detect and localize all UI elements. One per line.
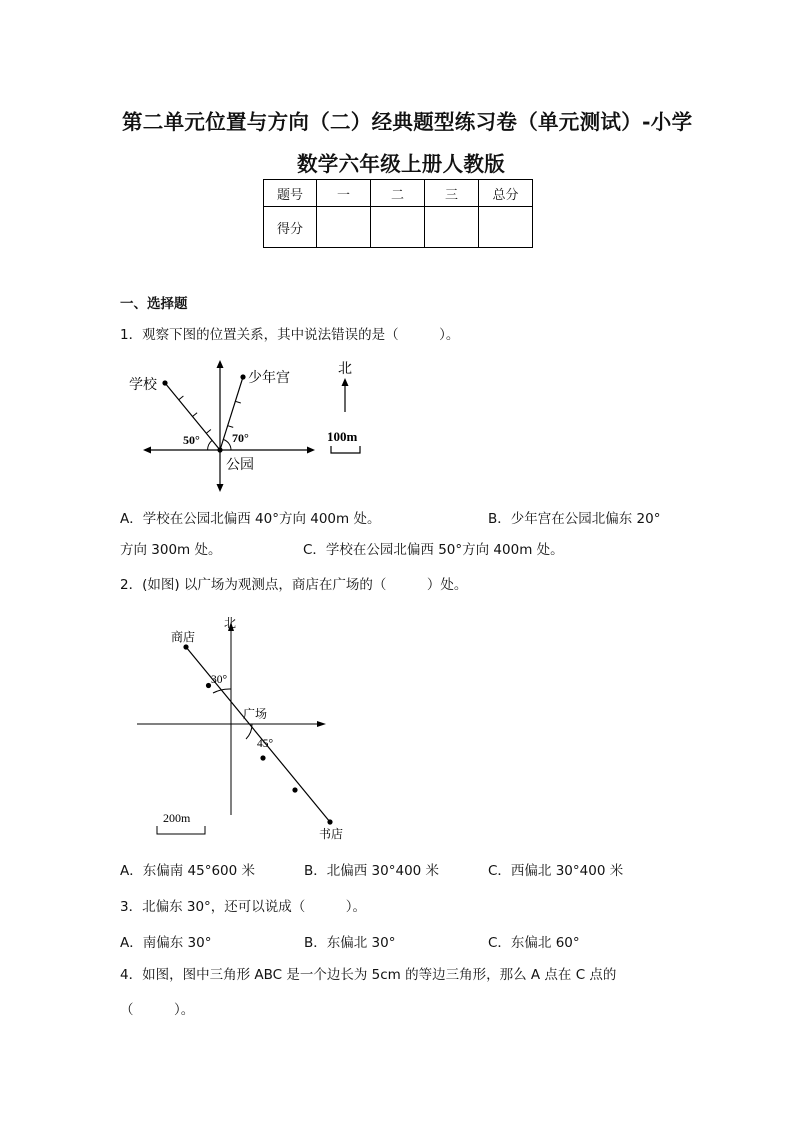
score-header-label: 题号 <box>264 180 317 207</box>
score-cell-part3 <box>425 207 479 248</box>
page-title-line1: 第二单元位置与方向（二）经典题型练习卷（单元测试）-小学 <box>122 110 693 134</box>
question-3-option-c: C．东偏北 60° <box>488 935 580 951</box>
scale-label-2: 200m <box>163 811 191 825</box>
score-cell-part1 <box>317 207 371 248</box>
question-1-option-c: C．学校在公园北偏西 50°方向 400m 处。 <box>303 542 564 558</box>
angle-30-label: 30° <box>211 674 228 686</box>
square-label: 广场 <box>243 707 268 721</box>
score-header-part2: 二 <box>371 180 425 207</box>
score-cell-total <box>479 207 533 248</box>
question-2-option-b: B．北偏西 30°400 米 <box>304 863 440 879</box>
score-header-total: 总分 <box>479 180 533 207</box>
score-row-label: 得分 <box>264 207 317 248</box>
score-cell-part2 <box>371 207 425 248</box>
question-1-text: 1．观察下图的位置关系，其中说法错误的是（ ）。 <box>120 327 460 343</box>
bookstore-label: 书店 <box>319 827 344 841</box>
question-2-text: 2．(如图) 以广场为观测点，商店在广场的（ ）处。 <box>120 577 468 593</box>
question-2-figure <box>130 610 360 845</box>
question-2-option-a: A．东偏南 45°600 米 <box>120 863 256 879</box>
north-arrow-icon <box>342 378 349 386</box>
question-1-option-a: A．学校在公园北偏西 40°方向 400m 处。 <box>120 511 381 527</box>
north-label: 北 <box>338 361 352 377</box>
score-header-part3: 三 <box>425 180 479 207</box>
question-4-text-line1: 4．如图，图中三角形 ABC 是一个边长为 5cm 的等边三角形，那么 A 点在 C 点的 <box>120 967 617 983</box>
question-3-option-a: A．南偏东 30° <box>120 935 212 951</box>
angle-45-label: 45° <box>257 738 274 750</box>
youth-palace-label: 少年宫 <box>248 370 290 386</box>
shop-label: 商店 <box>171 630 196 644</box>
question-3-option-b: B．东偏北 30° <box>304 935 396 951</box>
question-1-option-b-continued: 方向 300m 处。 <box>120 542 222 558</box>
question-2-option-c: C．西偏北 30°400 米 <box>488 863 624 879</box>
question-3-text: 3．北偏东 30°，还可以说成（ ）。 <box>120 899 367 915</box>
question-4-text-line2: （ ）。 <box>120 1002 195 1018</box>
scale-bar <box>331 446 360 453</box>
park-label: 公园 <box>226 457 254 473</box>
section-heading: 一、选择题 <box>120 296 188 312</box>
question-1-figure <box>120 355 380 505</box>
school-label: 学校 <box>129 377 157 393</box>
angle-70-label: 70° <box>232 431 249 445</box>
score-table <box>263 179 533 248</box>
angle-50-label: 50° <box>183 433 200 447</box>
score-header-part1: 一 <box>317 180 371 207</box>
scale-label: 100m <box>327 429 358 444</box>
north-label-2: 北 <box>224 616 237 630</box>
scale-bar-2 <box>157 826 205 834</box>
page-title-line2: 数学六年级上册人教版 <box>297 152 505 176</box>
question-1-option-b: B．少年宫在公园北偏东 20° <box>488 511 661 527</box>
